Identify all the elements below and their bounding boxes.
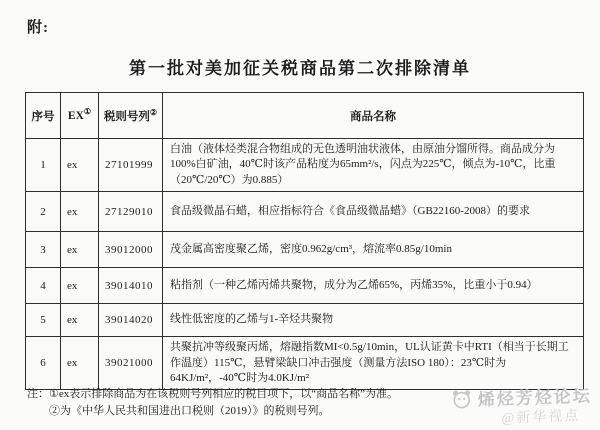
footnote-2: ②为《中华人民共和国进出口税则（2019）》的税则号列。 — [49, 405, 330, 418]
table-row — [26, 139, 584, 192]
cell-ex: ex — [61, 304, 99, 337]
col-header-product-name: 商品名称 — [163, 93, 584, 139]
cell-product-name: 粘指剂（一种乙烯丙烯共聚物，成分为乙烯65%，丙烯35%，比重小于0.94） — [163, 268, 584, 304]
cell-ex: ex — [61, 232, 99, 268]
footnote-marker-1: ① — [83, 106, 92, 116]
cell-seq: 4 — [26, 268, 61, 304]
cell-seq: 3 — [26, 232, 61, 268]
cell-product-name: 线性低密度的乙烯与1-辛烃共聚物 — [163, 304, 584, 337]
cell-tariff-code: 39014010 — [99, 268, 163, 304]
document-title: 第一批对美加征关税商品第二次排除清单 — [129, 59, 471, 78]
cell-product-name: 白油（液体烃类混合物组成的无色透明油状液体，由原油分馏所得。商品成分为100%白矿油，40℃时该产品粘度为65mm²/s，闪点为225℃，倾点为-10℃，比重（20℃/20℃）为0.885） — [163, 139, 584, 192]
cell-seq: 1 — [26, 139, 61, 192]
cell-tariff-code: 27101999 — [99, 139, 163, 192]
watermark-handle: @新华视点 — [501, 408, 581, 427]
cell-tariff-code: 39012000 — [99, 232, 163, 268]
footnote-label: 注： — [27, 388, 49, 400]
footnote-lines — [49, 386, 398, 420]
footnotes — [27, 386, 398, 420]
cell-ex: ex — [61, 192, 99, 232]
table-row — [26, 232, 584, 268]
col-header-seq: 序号 — [26, 93, 61, 139]
cell-product-name: 茂金属高密度聚乙烯，密度0.962g/cm³，熔流率0.85g/10min — [163, 232, 584, 268]
col-header-tariff-code: 税则号列② — [99, 93, 163, 139]
watermark-forum-name: 烯烃芳烃论坛 — [477, 386, 593, 410]
cell-tariff-code: 27129010 — [99, 192, 163, 232]
table-header-row — [26, 93, 584, 139]
cell-tariff-code: 39021000 — [99, 337, 163, 390]
col-header-ex: EX① — [61, 93, 99, 139]
attachment-label: 附: — [27, 20, 49, 36]
cell-ex: ex — [61, 337, 99, 390]
cell-product-name: 共聚抗冲等级聚丙烯，熔融指数MI<0.5g/10min，UL认证黄卡中RTI（相当于长期工作温度）115℃，悬臂梁缺口冲击强度（测量方法ISO 180）：23℃时为64KJ/m²，-40℃时为4.0KJ/m² — [163, 337, 584, 390]
footnote-marker-2: ② — [149, 107, 158, 117]
cell-tariff-code: 39014020 — [99, 304, 163, 337]
table-row — [26, 304, 584, 337]
table-row — [26, 192, 584, 232]
exclusion-list-table — [25, 92, 584, 390]
table-row — [26, 337, 584, 390]
cell-product-name: 食品级微晶石蜡，相应指标符合《食品级微晶蜡》（GB22160-2008）的要求 — [163, 192, 584, 232]
cell-ex: ex — [61, 139, 99, 192]
cell-seq: 6 — [26, 337, 61, 390]
watermark — [448, 382, 592, 430]
table-row — [26, 268, 584, 304]
watermark-logo-icon — [448, 388, 473, 410]
footnote-1: ①ex表示排除商品为在该税则号列相应的税目项下，以“商品名称”为准。 — [49, 388, 399, 400]
cell-seq: 5 — [26, 304, 61, 337]
cell-ex: ex — [61, 268, 99, 304]
cell-seq: 2 — [26, 192, 61, 232]
